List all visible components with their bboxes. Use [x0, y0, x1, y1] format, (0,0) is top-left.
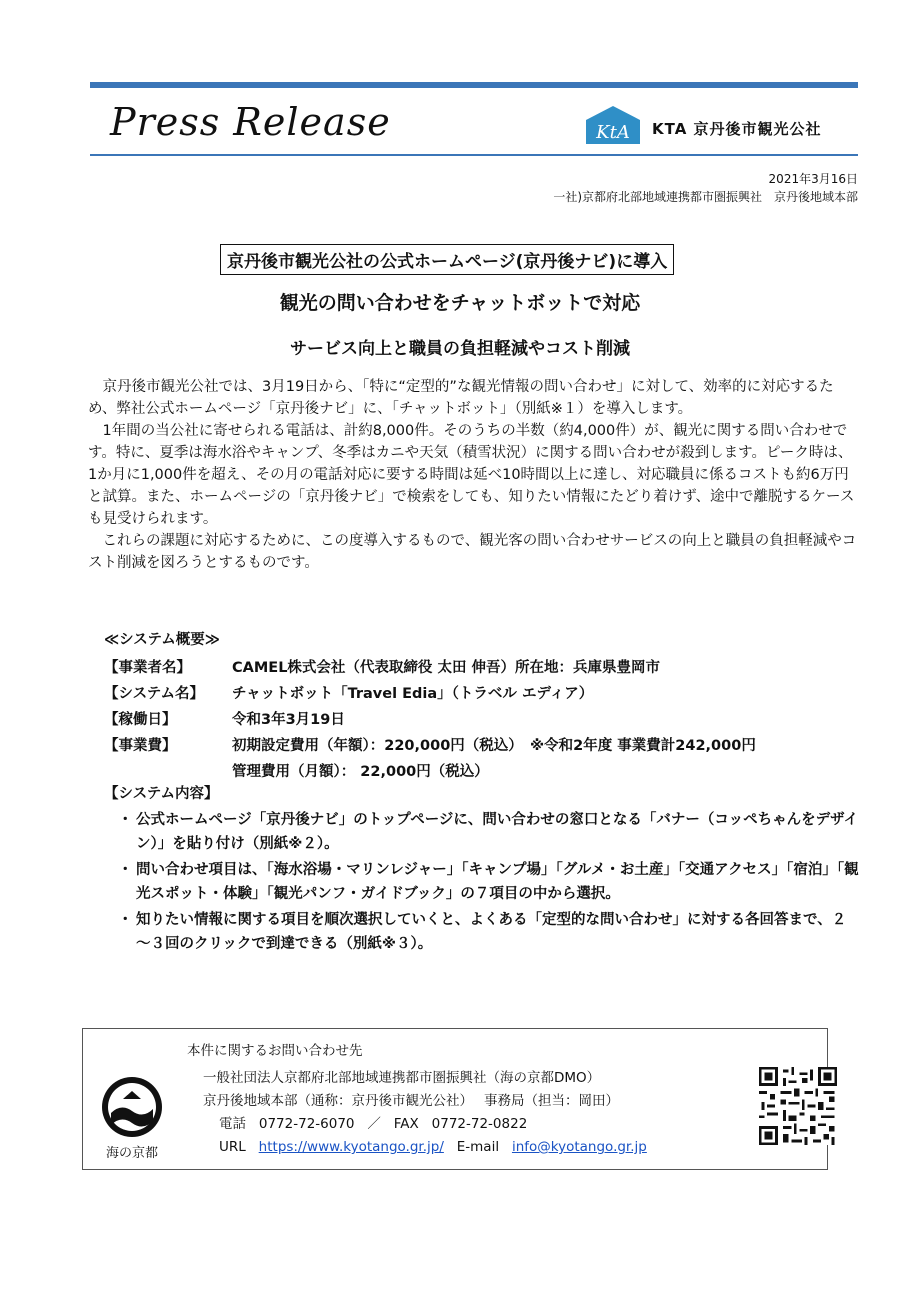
spec-value: チャットボット「Travel Edia」（トラベル エディア） [232, 686, 594, 702]
spec-label: 【システム名】 [104, 686, 205, 702]
contact-organization: 一般社団法人京都府北部地域連携都市圏振興社（海の京都DMO） [203, 1070, 601, 1086]
spec-value: 管理費用（月額）： 22,000円（税込） [232, 764, 489, 780]
fax-label: FAX [393, 1116, 419, 1132]
header-bottom-rule [90, 154, 858, 156]
kta-logo-text: KTA 京丹後市観光公社 [652, 120, 822, 138]
contact-phone-fax [203, 1113, 647, 1136]
kta-logo-mark-text: KtA [596, 122, 630, 143]
contact-url-email [203, 1136, 647, 1159]
body-paragraph-3: これらの課題に対応するために、この度導入するもので、観光客の問い合わせサービスの向上と職員の負担軽減やコスト削減を図ろうとするものです。 [88, 533, 857, 571]
url-label: URL [219, 1139, 246, 1155]
kta-logo [582, 104, 862, 148]
bullet-mark: ・ [118, 812, 133, 828]
spec-label: 【稼働日】 [104, 712, 177, 728]
system-content-title: 【システム内容】 [104, 786, 219, 802]
sub-headline: サービス向上と職員の負担軽減やコスト削減 [290, 339, 630, 359]
bullet-mark: ・ [118, 912, 133, 928]
separator: ／ [367, 1116, 381, 1132]
main-headline: 観光の問い合わせをチャットボットで対応 [279, 292, 641, 314]
system-overview-title: ≪システム概要≫ [104, 632, 220, 648]
website-link[interactable]: https://www.kyotango.gr.jp/ [258, 1139, 444, 1155]
contact-heading: 本件に関するお問い合わせ先 [187, 1043, 363, 1059]
phone-number: 0772-72-6070 [258, 1116, 355, 1132]
contact-box [82, 1028, 828, 1170]
email-link[interactable]: info@kyotango.gr.jp [511, 1139, 647, 1155]
issuing-organization: 一社)京都府北部地域連携都市圏振興社 京丹後地域本部 [553, 190, 858, 204]
list-item-text: 問い合わせ項目は、「海水浴場・マリンレジャー」「キャンプ場」「グルメ・お土産」「交通アクセス」「宿泊」「観光スポット・体験」「観光パンフ・ガイドブック」の７項目の中から選択。 [136, 862, 859, 902]
phone-label: 電話 [219, 1116, 246, 1132]
umi-no-kyoto-logo-icon [97, 1073, 167, 1163]
issue-date: 2021年3月16日 [768, 172, 858, 186]
list-item [118, 808, 860, 856]
spec-label: 【事業費】 [104, 738, 177, 754]
body-text [88, 376, 858, 574]
spec-value: CAMEL株式会社（代表取締役 太田 伸吾）所在地：兵庫県豊岡市 [232, 660, 661, 676]
header-top-rule [90, 82, 858, 88]
spec-value: 令和3年3月19日 [232, 712, 345, 728]
press-release-title: Press Release [110, 100, 391, 144]
list-item-text: 知りたい情報に関する項目を順次選択していくと、よくある「定型的な問い合わせ」に対する各回答まで、２～３回のクリックで到達できる（別紙※３）。 [136, 912, 847, 952]
fax-number: 0772-72-0822 [431, 1116, 528, 1132]
qr-code-icon [759, 1067, 837, 1145]
spec-label: 【事業者名】 [104, 660, 191, 676]
kta-house-logo-icon [582, 104, 644, 146]
issue-meta [553, 170, 858, 206]
list-item [118, 858, 860, 906]
list-item-text: 公式ホームページ「京丹後ナビ」のトップページに、問い合わせの窓口となる「バナー（コッペちゃんをデザイン）」を貼り付け（別紙※２）。 [136, 812, 859, 852]
spec-value: 初期設定費用（年額）：220,000円（税込） ※令和2年度 事業費計242,000円 [232, 738, 756, 754]
boxed-title: 京丹後市観光公社の公式ホームページ(京丹後ナビ)に導入 [220, 244, 674, 275]
email-label: E-mail [456, 1139, 500, 1155]
bullet-mark: ・ [118, 862, 133, 878]
umi-logo-caption: 海の京都 [105, 1146, 159, 1161]
body-paragraph-2: 1年間の当公社に寄せられる電話は、計約8,000件。そのうちの半数（約4,000件）が、観光に関する問い合わせです。特に、夏季は海水浴やキャンプ、冬季はカニや天気（積雪状況）に関する問い合わせが殺到します。ピーク時は、1か月に1,000件を超え、その月の電話対応に要する時間は延べ10時間以上に達し、対応職員に係るコストも約6万円と試算。また、ホームページの「京丹後ナビ」で検索をしても、知りたい情報にたどり着けず、途中で離脱するケースも見受けられます。 [88, 423, 855, 527]
body-paragraph-1: 京丹後市観光公社では、3月19日から、「特に“定型的”な観光情報の問い合わせ」に対して、効率的に対応するため、弊社公式ホームページ「京丹後ナビ」に、「チャットボット」（別紙※１）を導入します。 [88, 379, 834, 417]
contact-office: 京丹後地域本部（通称：京丹後市観光公社） 事務局（担当：岡田） [203, 1093, 620, 1109]
list-item [118, 908, 860, 956]
contact-details [203, 1067, 647, 1159]
system-content-list [118, 808, 860, 958]
